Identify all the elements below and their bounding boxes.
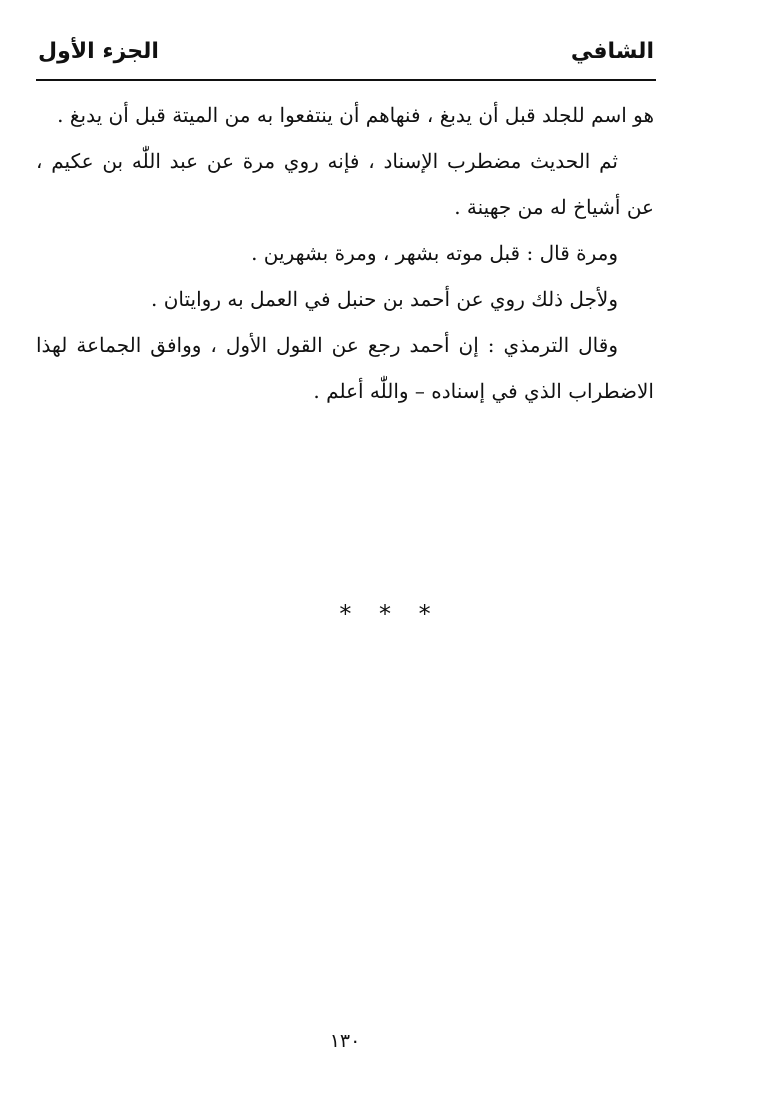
paragraph: ولأجل ذلك روي عن أحمد بن حنبل في العمل به روايتان . — [151, 287, 618, 311]
running-header — [38, 30, 654, 74]
paragraph: ثم الحديث مضطرب الإسناد ، فإنه روي مرة عن عبد اللّٰه بن عكيم ، عن أشياخ له من جهينة . — [36, 149, 654, 219]
book-title: الشافي — [570, 39, 654, 64]
section-divider-asterisks: * * * — [339, 600, 441, 628]
paragraph: وقال الترمذي : إن أحمد رجع عن القول الأول ، ووافق الجماعة لهذا الاضطراب الذي في إسناده – واللّٰه أعلم . — [36, 333, 654, 403]
paragraph: ومرة قال : قبل موته بشهر ، ومرة بشهرين . — [251, 241, 618, 265]
volume-label: الجزء الأول — [38, 39, 159, 64]
body-text — [36, 92, 654, 414]
page-number: ١٣٠ — [329, 1030, 361, 1052]
paragraph: هو اسم للجلد قبل أن يدبغ ، فنهاهم أن ينتفعوا به من الميتة قبل أن يدبغ . — [57, 103, 654, 127]
header-rule — [36, 79, 656, 81]
